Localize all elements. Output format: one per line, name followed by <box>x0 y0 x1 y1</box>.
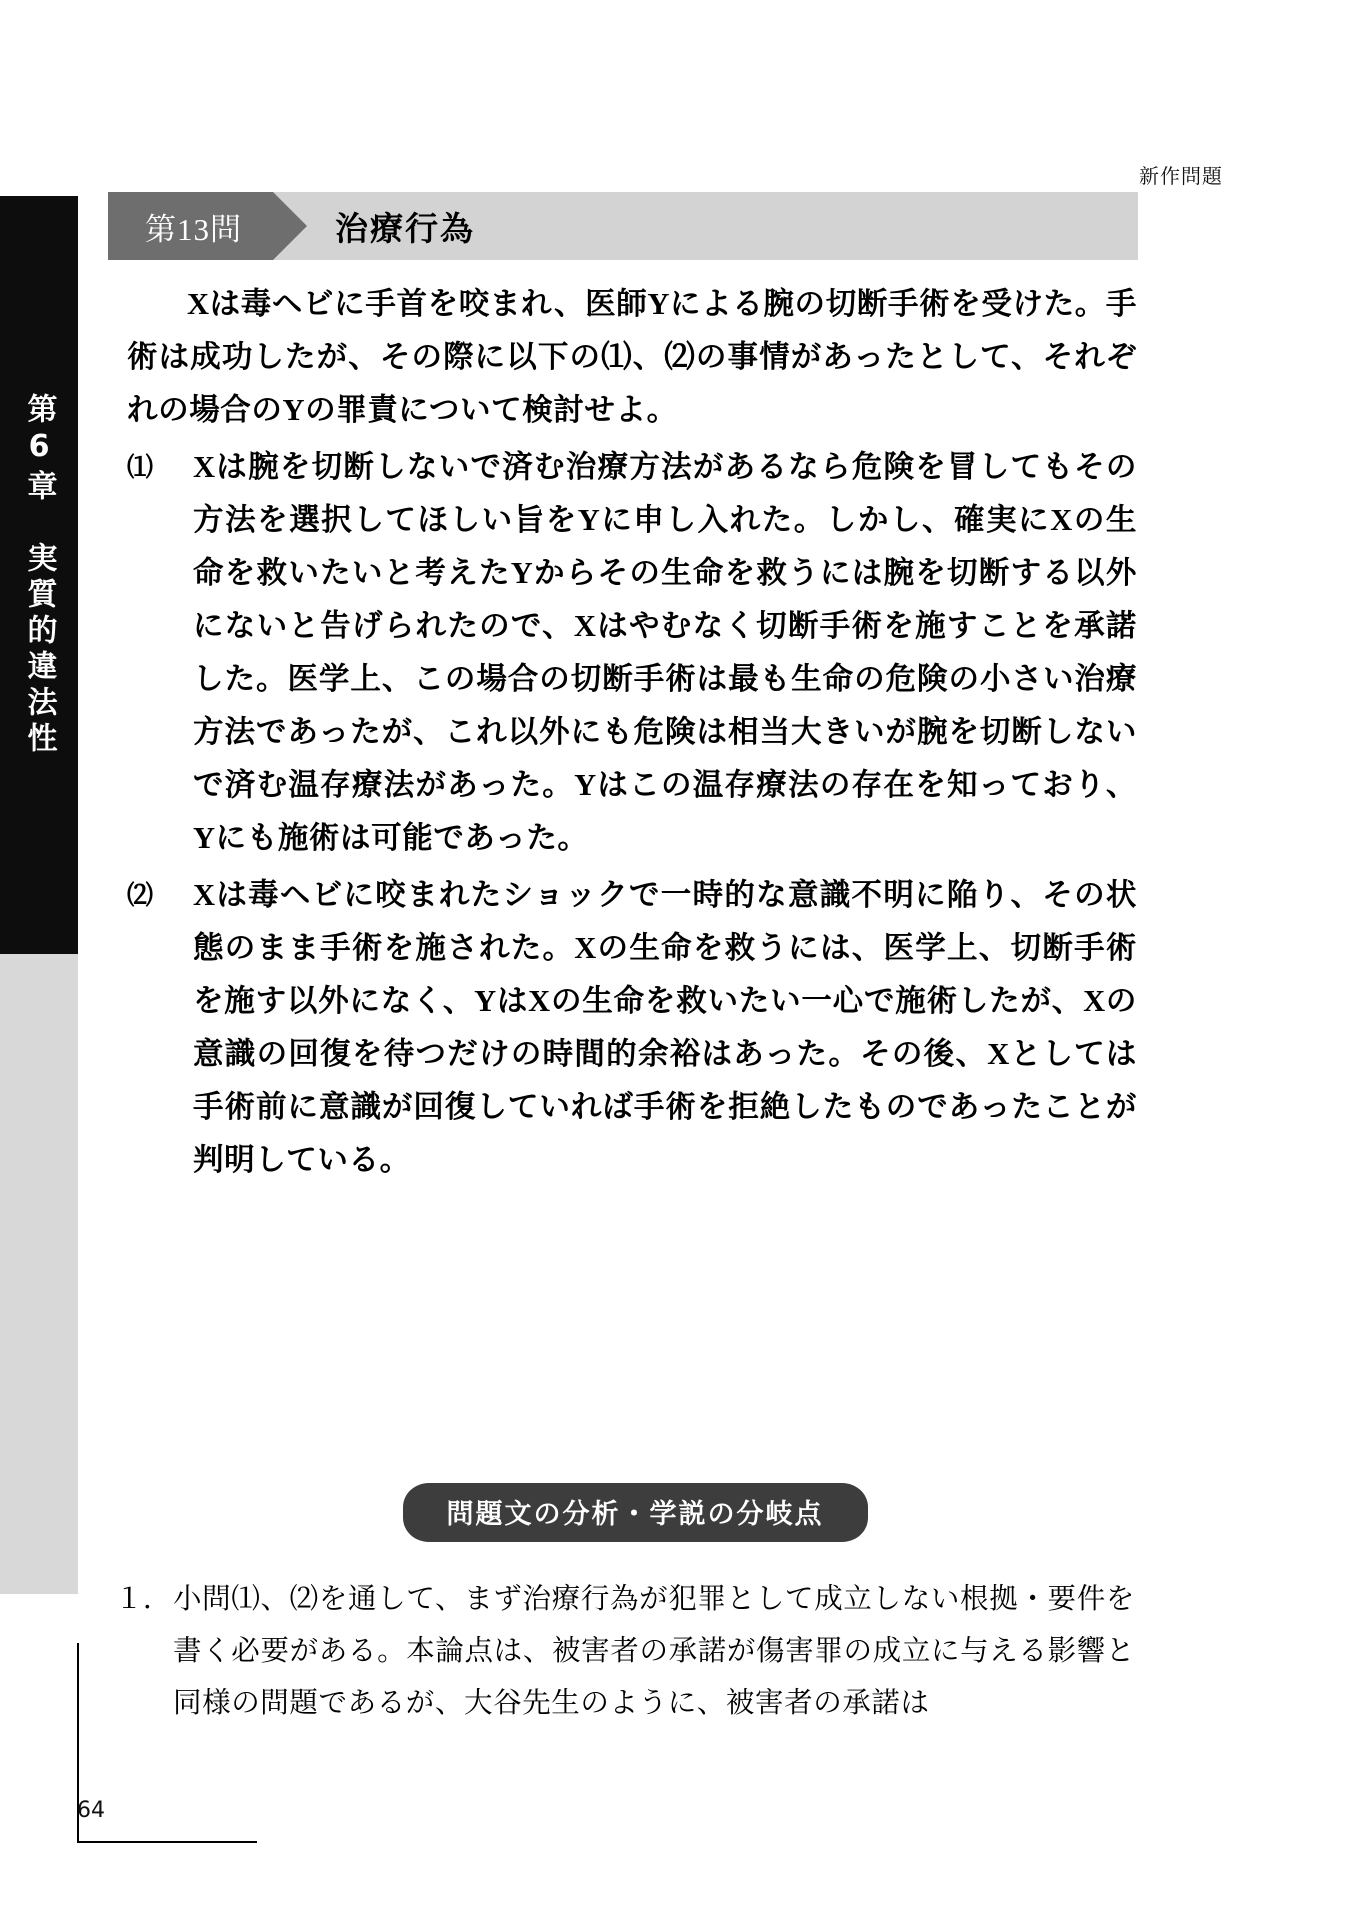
page-title: 治療行為 <box>335 208 475 248</box>
list-item-text: 小問⑴、⑵を通して、まず治療行為が犯罪として成立しない根拠・要件を書く必要がある。本論点は、被害者の承諾が傷害罪の成立に与える影響と同様の問題であるが、大谷先生のように、被害者の承諾は <box>173 1584 1135 1719</box>
list-item <box>127 441 1137 865</box>
list-item-marker: １． <box>115 1584 172 1615</box>
question-number: 第13問 <box>108 192 273 260</box>
side-strip-decoration <box>0 954 78 1594</box>
section-heading-label: 問題文の分析・学説の分岐点 <box>403 1483 868 1542</box>
list-item <box>127 869 1137 1187</box>
page-number: 64 <box>77 1798 105 1823</box>
page-content <box>77 0 1255 1920</box>
chapter-side-tab-label: 第6章 実質的違法性 <box>21 392 57 758</box>
header-note: 新作問題 <box>1139 164 1223 188</box>
list-item-marker: ⑴ <box>127 453 154 482</box>
list-item <box>115 1574 1135 1730</box>
question-body <box>127 278 1137 1187</box>
section-heading <box>95 1483 1175 1542</box>
question-lead-paragraph: Xは毒ヘビに手首を咬まれ、医師Yによる腕の切断手術を受けた。手術は成功したが、その際に以下の⑴、⑵の事情があったとして、それぞれの場合のYの罪責について検討せよ。 <box>127 287 1137 427</box>
list-item-marker: ⑵ <box>127 881 154 910</box>
list-item-text: Xは毒ヘビに咬まれたショックで一時的な意識不明に陥り、その状態のまま手術を施された。Xの生命を救うには、医学上、切断手術を施す以外になく、YはXの生命を救いたい一心で施術したが、Xの意識の回復を待つだけの時間的余裕はあった。その後、Xとしては手術前に意識が回復していれば手術を拒絶したものであったことが判明している。 <box>193 878 1137 1177</box>
footer-horizontal-rule <box>77 1841 257 1843</box>
question-title-bar <box>108 192 1138 260</box>
analysis-body <box>115 1570 1135 1730</box>
chapter-side-tab <box>0 196 78 954</box>
list-item-text: Xは腕を切断しないで済む治療方法があるなら危険を冒してもその方法を選択してほしい旨をYに申し入れた。しかし、確実にXの生命を救いたいと考えたYからその生命を救うには腕を切断する以外にないと告げられたので、Xはやむなく切断手術を施すことを承諾した。医学上、この場合の切断手術は最も生命の危険の小さい治療方法であったが、これ以外にも危険は相当大きいが腕を切断しないで済む温存療法があった。Yはこの温存療法の存在を知っており、Yにも施術は可能であった。 <box>193 450 1137 855</box>
